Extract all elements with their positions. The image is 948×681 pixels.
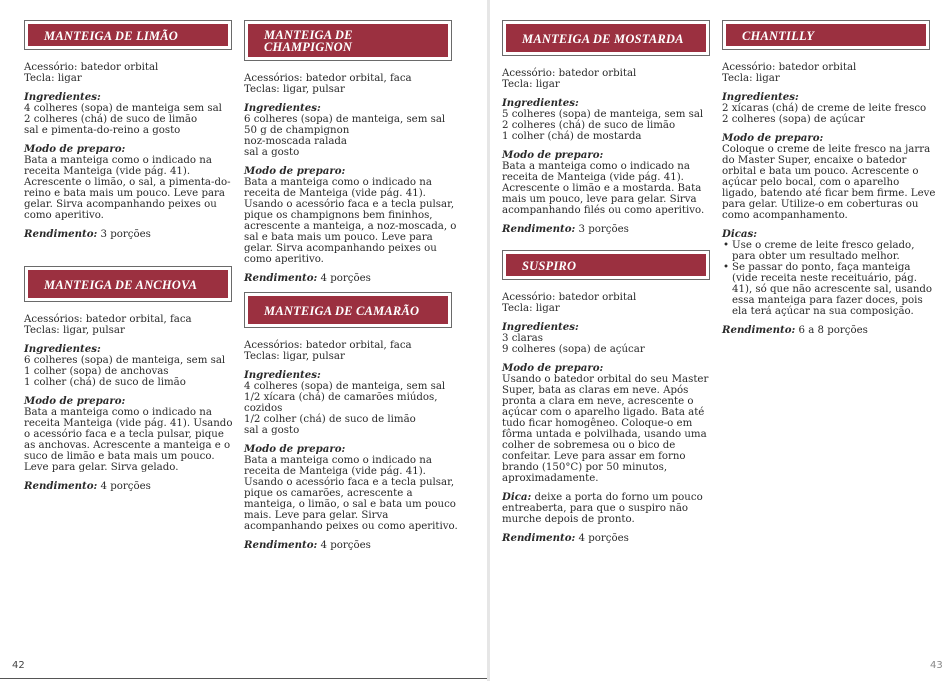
tip-text: deixe a porta do forno um pouco entreaberta, para que o suspiro não murche depois de pronto.: [502, 492, 703, 525]
yield-label: Rendimento:: [244, 539, 318, 551]
tip-item: • Use o creme de leite fresco gelado, para obter um resultado melhor.: [732, 240, 936, 262]
recipe-title-box: [502, 20, 710, 56]
recipe-line: sal e pimenta-do-reino a gosto: [24, 125, 181, 136]
yield-label: Rendimento:: [244, 272, 318, 284]
recipe-line: 1 colher (sopa) de anchovas: [24, 366, 169, 377]
recipe-manteiga-de-champignon: [244, 20, 458, 284]
recipe-title-box: [244, 20, 452, 61]
recipe-yield: [24, 481, 238, 492]
section-label: Modo de preparo:: [502, 362, 604, 374]
recipe-line: Acessório: batedor orbital: [722, 62, 857, 73]
recipe-body: [502, 292, 716, 544]
recipe-line: Acessório: batedor orbital: [502, 292, 637, 303]
recipe-yield: [24, 229, 238, 240]
recipe-line: Tecla: ligar: [722, 73, 780, 84]
tip-label: Dica:: [502, 491, 532, 503]
recipe-tip: [502, 492, 716, 525]
recipe-line: 1/2 colher (chá) de suco de limão: [244, 414, 416, 425]
recipe-title-box: [502, 250, 710, 280]
section-label: Ingredientes:: [722, 91, 799, 103]
section-label: Ingredientes:: [502, 97, 579, 109]
section-label: Modo de preparo:: [244, 165, 346, 177]
yield-label: Rendimento:: [24, 480, 98, 492]
recipe-body: [722, 62, 936, 336]
recipe-line: 2 xícaras (chá) de creme de leite fresco: [722, 103, 927, 114]
recipe-body: [24, 62, 238, 240]
recipe-title: CHANTILLY: [726, 24, 926, 46]
recipe-yield: [502, 533, 716, 544]
recipe-line: 4 colheres (sopa) de manteiga sem sal: [24, 103, 222, 114]
recipe-line: noz-moscada ralada: [244, 136, 348, 147]
recipe-chantilly: [722, 20, 936, 336]
recipe-line: sal a gosto: [244, 147, 300, 158]
recipe-line: Tecla: ligar: [502, 79, 560, 90]
section-label: Modo de preparo:: [24, 395, 126, 407]
section-label: Ingredientes:: [244, 369, 321, 381]
recipe-line: Usando o batedor orbital do seu Master Super, bata as claras em neve. Após pronta a clara em neve, acrescente o açúcar com o aparelho ligado. Bata até tudo ficar homogêneo. Coloque-o em fôrma untada e polvilhada, usando uma colher de sobremesa ou o bico de confeitar. Leve para assar em forno brando (150°C) por 50 minutos, aproximadamente.: [502, 374, 709, 484]
recipe-line: 5 colheres (sopa) de manteiga, sem sal: [502, 109, 704, 120]
recipe-body: [244, 340, 458, 551]
recipe-line: Acessório: batedor orbital: [502, 68, 637, 79]
recipe-line: Acessórios: batedor orbital, faca: [24, 314, 192, 325]
yield-value: 3 porções: [97, 229, 151, 240]
yield-label: Rendimento:: [502, 532, 576, 544]
tips-list: [722, 240, 936, 317]
recipe-title: MANTEIGA DE ANCHOVA: [28, 270, 228, 298]
section-label: Ingredientes:: [24, 343, 101, 355]
section-label: Modo de preparo:: [24, 143, 126, 155]
recipe-title-box: [24, 266, 232, 302]
bottom-rule: [0, 678, 490, 679]
recipe-body: [502, 68, 716, 235]
recipe-line: Bata a manteiga como o indicado na receita Manteiga (vide pág. 41). Acrescente o limão, o sal, a pimenta-do-reino e bata mais um pouco. Leve para gelar. Sirva acompanhando peixes ou como aperitivo.: [24, 155, 231, 221]
recipe-title: SUSPIRO: [506, 254, 706, 276]
section-label: Ingredientes:: [502, 321, 579, 333]
recipe-suspiro: [502, 250, 716, 544]
recipe-title-box: [24, 20, 232, 50]
recipe-line: 6 colheres (sopa) de manteiga, sem sal: [24, 355, 226, 366]
yield-label: Rendimento:: [24, 228, 98, 240]
recipe-line: 1 colher (chá) de mostarda: [502, 131, 642, 142]
recipe-body: [24, 314, 238, 492]
recipe-yield: [502, 224, 716, 235]
recipe-yield: [722, 325, 936, 336]
recipe-line: Teclas: ligar, pulsar: [24, 325, 125, 336]
section-label: Modo de preparo:: [502, 149, 604, 161]
section-label: Ingredientes:: [244, 102, 321, 114]
yield-label: Rendimento:: [502, 223, 576, 235]
recipe-title: MANTEIGA DE CHAMPIGNON: [248, 24, 448, 57]
recipe-line: Tecla: ligar: [502, 303, 560, 314]
tip-item: • Se passar do ponto, faça manteiga (vide receita neste receituário, pág. 41), só que não acrescente sal, usando essa manteiga para fazer doces, pois ela terá açúcar na sua composição.: [732, 262, 936, 317]
recipe-line: Bata a manteiga como o indicado na receita Manteiga (vide pág. 41). Usando o acessório faca e a tecla pulsar, pique as anchovas. Acrescente a manteiga e o suco de limão e bata mais um pouco. Leve para gelar. Sirva gelado.: [24, 407, 233, 473]
recipe-body: [244, 73, 458, 284]
recipe-line: Bata a manteiga como o indicado na receita de Manteiga (vide pág. 41). Usando o acessório faca e a tecla pulsar, pique os camarões, acrescente a manteiga, o limão, o sal e bata um pouco mais. Leve para gelar. Sirva acompanhando peixes ou como aperitivo.: [244, 455, 458, 532]
recipe-title: MANTEIGA DE MOSTARDA: [506, 24, 706, 52]
recipe-line: 1/2 xícara (chá) de camarões miúdos, cozidos: [244, 392, 438, 414]
recipe-line: 9 colheres (sopa) de açúcar: [502, 344, 645, 355]
recipe-line: 6 colheres (sopa) de manteiga, sem sal: [244, 114, 446, 125]
recipe-manteiga-de-camarao: [244, 292, 458, 551]
recipe-yield: [244, 273, 458, 284]
recipe-manteiga-de-mostarda: [502, 20, 716, 235]
yield-value: 4 porções: [575, 533, 629, 544]
page-number-right: 43: [930, 660, 943, 671]
yield-value: 4 porções: [317, 273, 371, 284]
section-label: Ingredientes:: [24, 91, 101, 103]
recipe-line: Acessórios: batedor orbital, faca: [244, 340, 412, 351]
recipe-line: Teclas: ligar, pulsar: [244, 351, 345, 362]
recipe-line: Bata a manteiga como o indicado na receita de Manteiga (vide pág. 41). Usando o acessório faca e a tecla pulsar, pique os champignons bem fininhos, acrescente a manteiga, a noz-moscada, o sal e bata mais um pouco. Leve para gelar. Sirva acompanhando peixes ou como aperitivo.: [244, 177, 457, 265]
recipe-title-box: [244, 292, 452, 328]
recipe-line: Acessório: batedor orbital: [24, 62, 159, 73]
section-label: Dicas:: [722, 228, 758, 240]
yield-value: 4 porções: [97, 481, 151, 492]
recipe-line: 2 colheres (chá) de suco de limão: [24, 114, 198, 125]
recipe-yield: [244, 540, 458, 551]
yield-value: 4 porções: [317, 540, 371, 551]
right-page: [490, 0, 948, 681]
recipe-title: MANTEIGA DE CAMARÃO: [248, 296, 448, 324]
recipe-line: Acessórios: batedor orbital, faca: [244, 73, 412, 84]
recipe-manteiga-de-anchova: [24, 266, 238, 492]
yield-label: Rendimento:: [722, 324, 796, 336]
yield-value: 3 porções: [575, 224, 629, 235]
recipe-title: MANTEIGA DE LIMÃO: [28, 24, 228, 46]
recipe-line: 4 colheres (sopa) de manteiga, sem sal: [244, 381, 446, 392]
recipe-line: sal a gosto: [244, 425, 300, 436]
recipe-line: 3 claras: [502, 333, 543, 344]
recipe-manteiga-de-limao: [24, 20, 238, 240]
recipe-line: 1 colher (chá) de suco de limão: [24, 377, 186, 388]
recipe-line: Tecla: ligar: [24, 73, 82, 84]
recipe-line: Teclas: ligar, pulsar: [244, 84, 345, 95]
recipe-line: 2 colheres (chá) de suco de limão: [502, 120, 676, 131]
section-label: Modo de preparo:: [244, 443, 346, 455]
page-number-left: 42: [12, 660, 25, 671]
yield-value: 6 a 8 porções: [795, 325, 868, 336]
recipe-line: Coloque o creme de leite fresco na jarra do Master Super, encaixe o batedor orbital e bata um pouco. Acrescente o açúcar pelo bocal, com o aparelho ligado, batendo até ficar bem firme. Leve para gelar. Utilize-o em coberturas ou como acompanhamento.: [722, 144, 936, 221]
recipe-title-box: [722, 20, 930, 50]
section-label: Modo de preparo:: [722, 132, 824, 144]
recipe-line: 2 colheres (sopa) de açúcar: [722, 114, 865, 125]
recipe-line: 50 g de champignon: [244, 125, 350, 136]
recipe-line: Bata a manteiga como o indicado na receita de Manteiga (vide pág. 41). Acrescente o limão e a mostarda. Bata mais um pouco, leve para gelar. Sirva acompanhando filés ou como aperitivo.: [502, 161, 705, 216]
